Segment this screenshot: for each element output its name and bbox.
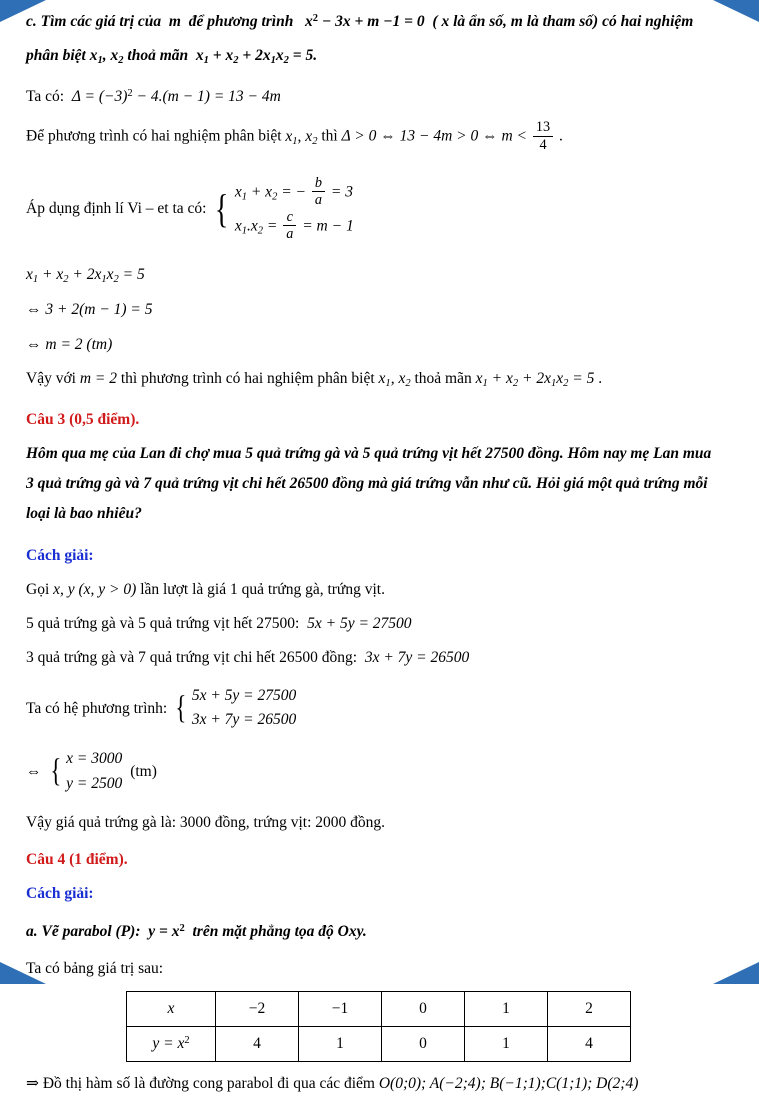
- cau3-problem-line2: 3 quả trứng gà và 7 quả trứng vịt chi hết 26500 đồng mà giá trứng vẫn như cũ. Hỏi giá một quả trứng mỗi: [26, 475, 708, 493]
- fraction-numerator: 13: [535, 119, 551, 136]
- step-2: ⇔ 3 + 2(m − 1) = 5: [26, 301, 153, 319]
- cau4-solution-label: Cách giải:: [26, 885, 94, 903]
- condition-fraction: [533, 119, 553, 153]
- viet-block: [26, 175, 731, 243]
- cau3-line-1: Gọi x, y (x, y > 0) lần lượt là giá 1 quả trứng gà, trứng vịt.: [26, 580, 385, 598]
- viet-row-1: $x_1 + x_2$ = − $\frac{b}{a}$ = 3: [234, 175, 353, 209]
- condition-line: Để phương trình có hai nghiệm phân biệt $x_1$, $x_2$ thì Δ > 0 ⇔ 13 − 4m > 0 ⇔ m < $\frac{13}{4}$ .: [26, 119, 563, 153]
- cau3-problem-line3: loại là bao nhiêu?: [26, 505, 142, 523]
- system-brace: {: [49, 753, 61, 790]
- viet-row-2: $x_1.x_2$ = $\frac{c}{a}$ = m − 1: [234, 208, 354, 243]
- part-c-prompt-paren: ( x là ẩn số, m là tham số) có hai nghiệm: [428, 13, 694, 30]
- cau3-result-arrow: ⇔: [26, 763, 42, 781]
- cau4-table-intro: Ta có bảng giá trị sau:: [26, 959, 164, 977]
- cau3-result-row-2: y = 2500: [66, 774, 123, 792]
- viet-label: Áp dụng định lí Vi – et ta có:: [26, 200, 207, 218]
- cau3-system-row-1: 5x + 5y = 27500: [191, 686, 297, 704]
- table-cell: 1: [299, 1027, 382, 1062]
- delta-line: Ta có: $\Delta = (-3)^2 - 4.(m - 1) = 13 - 4m$: [26, 87, 281, 105]
- value-table-wrapper: [26, 991, 731, 1062]
- part-c-prompt-mid: để phương trình: [188, 13, 294, 30]
- cau4-part-a: a. Vẽ parabol (P): $y = x^2$ trên mặt phẳng tọa độ Oxy.: [26, 922, 367, 940]
- cau3-system: [173, 684, 296, 734]
- table-cell: 2: [548, 992, 631, 1027]
- table-cell: 1: [465, 992, 548, 1027]
- part-c-prompt-lead: c. Tìm các giá trị của: [26, 13, 162, 30]
- part-c-conclusion: Vậy với m = 2 thì phương trình có hai nghiệm phân biệt $x_1$, $x_2$ thoả mãn $x_1 + x_2 + 2x_1x_2 = 5$ .: [26, 369, 603, 389]
- cau3-system-block: [26, 684, 731, 734]
- table-cell: 0: [382, 1027, 465, 1062]
- table-cell: 0: [382, 992, 465, 1027]
- cau3-result-system: [48, 747, 123, 797]
- part-c-prompt-line1: c. Tìm các giá trị của m để phương trình $x^2 - 3x + m -1 = 0$ ( x là ẩn số, m là tham số) có hai nghiệm: [26, 12, 694, 30]
- viet-system: [212, 175, 353, 243]
- table-cell: −2: [216, 992, 299, 1027]
- cau3-result-tm: (tm): [130, 763, 157, 781]
- cau4-heading: Câu 4 (1 điểm).: [26, 851, 128, 869]
- value-table: [126, 991, 631, 1062]
- cau3-problem-line1: Hôm qua mẹ của Lan đi chợ mua 5 quả trứng gà và 5 quả trứng vịt hết 27500 đồng. Hôm nay mẹ Lan mua: [26, 444, 712, 462]
- cau3-system-label: Ta có hệ phương trình:: [26, 699, 168, 717]
- cau4-conclusion: ⇒ Đồ thị hàm số là đường cong parabol đi qua các điểm O(0;0); A(−2;4); B(−1;1);C(1;1); D(2;4): [26, 1075, 639, 1093]
- system-brace: {: [215, 185, 229, 231]
- table-row1-header: x: [127, 992, 216, 1027]
- cau3-result-block: [26, 747, 731, 797]
- table-cell: −1: [299, 992, 382, 1027]
- cau3-line-3: 3 quả trứng gà và 7 quả trứng vịt chi hết 26500 đồng: 3x + 7y = 26500: [26, 649, 470, 667]
- table-cell: 4: [548, 1027, 631, 1062]
- cau3-heading: Câu 3 (0,5 điểm).: [26, 410, 140, 428]
- cau3-solution-label: Cách giải:: [26, 546, 94, 564]
- table-cell: 1: [465, 1027, 548, 1062]
- delta-label: Ta có:: [26, 88, 65, 105]
- cau3-result-row-1: x = 3000: [66, 750, 123, 768]
- cau3-line-2: 5 quả trứng gà và 5 quả trứng vịt hết 27500: 5x + 5y = 27500: [26, 615, 412, 633]
- step-3: ⇔ m = 2 (tm): [26, 335, 113, 353]
- part-c-prompt-line2: phân biệt $x_1$, $x_2$ thoả mãn $x_1 + x_2 + 2x_1x_2 = 5$.: [26, 47, 318, 67]
- cau3-conclusion: Vậy giá quả trứng gà là: 3000 đồng, trứng vịt: 2000 đồng.: [26, 813, 386, 831]
- table-row2-header: $y = x^2$: [127, 1027, 216, 1062]
- system-brace: {: [175, 689, 187, 726]
- fraction-denominator: 4: [533, 136, 553, 153]
- table-row: [127, 1027, 631, 1062]
- step-1: $x_1 + x_2 + 2x_1x_2 = 5$: [26, 265, 145, 285]
- table-cell: 4: [216, 1027, 299, 1062]
- cau3-system-row-2: 3x + 7y = 26500: [191, 711, 297, 729]
- table-row: [127, 992, 631, 1027]
- condition-period: .: [559, 127, 563, 145]
